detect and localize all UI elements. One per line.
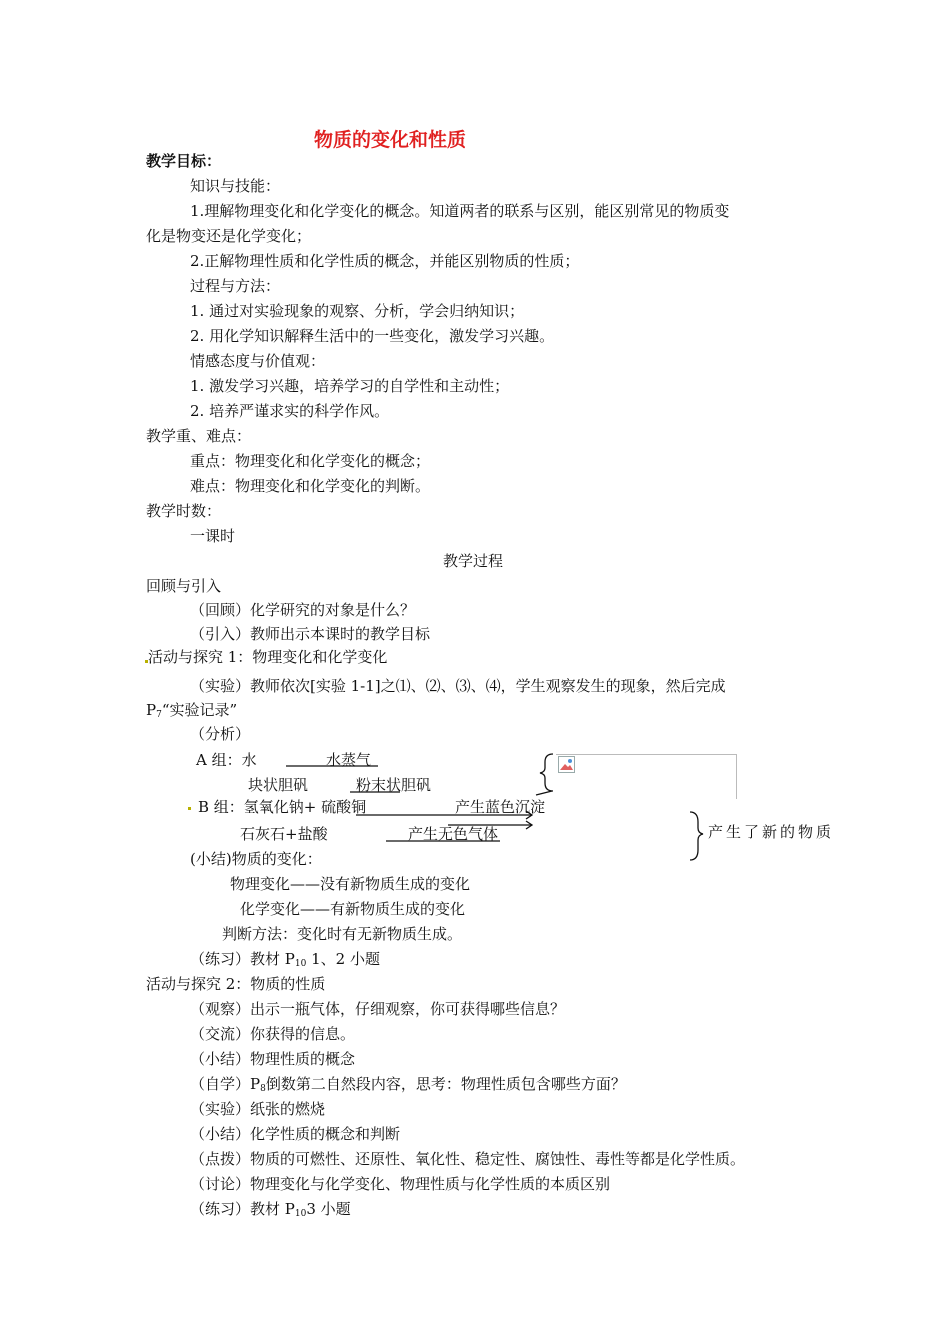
document-title: 物质的变化和性质 (314, 129, 467, 151)
knowledge-item-1-line-2: 化是物变还是化学变化； (146, 227, 312, 245)
a-group-steam: 水蒸气 (326, 751, 372, 769)
keypoints-heading: 教学重、难点： (146, 427, 252, 445)
right-brace-new-substance (690, 812, 703, 860)
activity-2-heading: 活动与探究 2：物质的性质 (146, 975, 326, 993)
chemical-change-definition: 化学变化——有新物质生成的变化 (240, 900, 466, 918)
hours-heading: 教学时数： (146, 502, 222, 520)
b-group-result-gas: 产生无色气体 (408, 825, 499, 843)
process-title: 教学过程 (443, 552, 504, 570)
b-group-result-precipitate: 产生蓝色沉淀 (455, 798, 546, 816)
process-heading: 过程与方法： (190, 277, 281, 295)
difficult-point: 难点：物理变化和化学变化的判断。 (190, 477, 431, 495)
connector-line (536, 791, 552, 795)
experiment-line-2: $P_7“$实验记录” (146, 701, 238, 720)
observe-item: （观察）出示一瓶气体，仔细观察，你可获得哪些信息？ (190, 1000, 566, 1018)
guide-item: （点拨）物质的可燃性、还原性、氧化性、稳定性、腐蚀性、毒性等都是化学性质。 (190, 1150, 746, 1168)
intro-item: （引入）教师出示本课时的教学目标 (190, 625, 431, 643)
discussion-item: （讨论）物理变化与化学变化、物理性质与化学性质的本质区别 (190, 1175, 611, 1193)
exchange-item: （交流）你获得的信息。 (190, 1025, 356, 1043)
process-item-2: 2. 用化学知识解释生活中的一些变化，激发学习兴趣。 (190, 327, 555, 345)
key-point: 重点：物理变化和化学变化的概念； (190, 452, 431, 470)
knowledge-item-1-line-1: 1.理解物理变化和化学变化的概念。知道两者的联系与区别，能区别常见的物质变 (190, 202, 730, 220)
a-group-water: A 组：水 (196, 751, 257, 769)
emotion-item-1: 1. 激发学习兴趣，培养学习的自学性和主动性； (190, 377, 510, 395)
physical-change-definition: 物理变化——没有新物质生成的变化 (230, 875, 471, 893)
summary-heading: (小结)物质的变化： (190, 850, 322, 868)
experiment-paper-burning: （实验）纸张的燃烧 (190, 1100, 326, 1118)
emotion-item-2: 2. 培养严谨求实的科学作风。 (190, 402, 390, 420)
exercise-1: （练习）教材 $P_{10}$ 1、2 小题 (190, 950, 380, 969)
exercise-2: （练习）教材 $P_{10}3$ 小题 (190, 1200, 351, 1219)
new-substance-label: 产生了新的物质 (708, 823, 835, 841)
left-brace-upper (540, 754, 553, 791)
emotion-heading: 情感态度与价值观： (190, 352, 326, 370)
analysis-label: （分析） (190, 725, 251, 743)
summary-physical-property: （小结）物理性质的概念 (190, 1050, 356, 1068)
activity-1-heading: 活动与探究 1：物理变化和化学变化 (148, 648, 388, 666)
a-group-block-vitriol: 块状胆矾 (248, 776, 309, 794)
knowledge-heading: 知识与技能： (190, 177, 281, 195)
b-group-limestone: 石灰石+盐酸 (240, 825, 328, 843)
summary-chemical-property: （小结）化学性质的概念和判断 (190, 1125, 401, 1143)
process-item-1: 1. 通过对实验现象的观察、分析，学会归纳知识； (190, 302, 525, 320)
judgment-method: 判断方法：变化时有无新物质生成。 (222, 925, 463, 943)
objectives-heading: 教学目标： (146, 152, 222, 170)
review-item: （回顾）化学研究的对象是什么？ (190, 601, 416, 619)
a-group-powder-vitriol: 粉末状胆矾 (356, 776, 432, 794)
review-heading: 回顾与引入 (146, 577, 222, 595)
knowledge-item-2: 2.正解物理性质和化学性质的概念，并能区别物质的性质； (190, 252, 580, 270)
self-study-item: （自学）$P_8$倒数第二自然段内容，思考：物理性质包含哪些方面？ (190, 1075, 626, 1094)
experiment-line-1: （实验）教师依次[实验 1-1]之⑴、⑵、⑶、⑷，学生观察发生的现象，然后完成 (190, 677, 726, 695)
hours-value: 一课时 (190, 527, 236, 545)
b-group-reactants: B 组：氢氧化钠+ 硫酸铜 (198, 798, 367, 816)
